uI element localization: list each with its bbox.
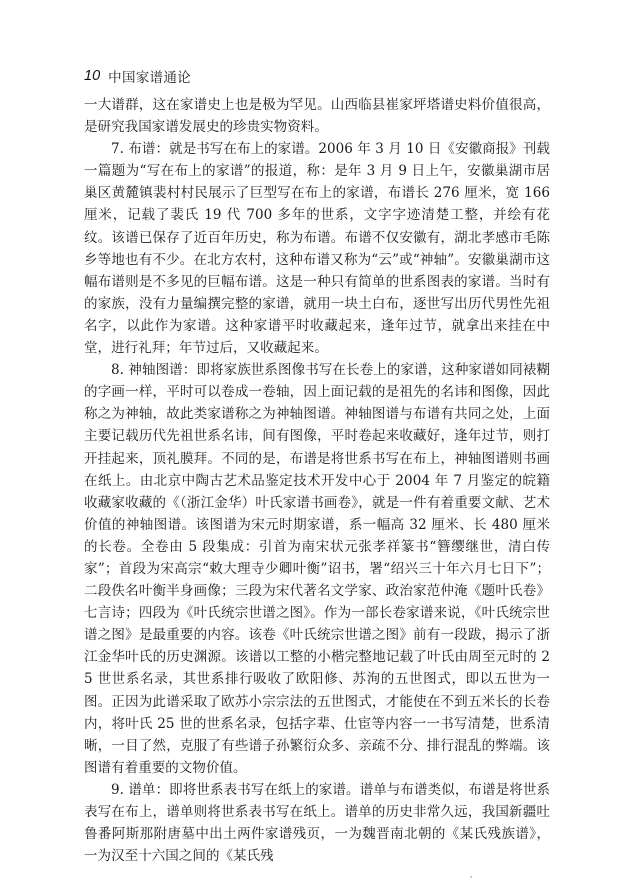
page-header (84, 64, 550, 88)
scan-speck (470, 876, 472, 878)
paragraph-continuation: 一大谱群，这在家谱史上也是极为罕见。山西临县崔家坪塔谱史料价值很高，是研究我国家谱发展史的珍贵实物资料。 (84, 97, 550, 136)
body-text (84, 94, 550, 867)
running-title: 中国家谱通论 (108, 70, 191, 86)
paragraph-genealogy-sheet: 9. 谱单：即将世系表书写在纸上的家谱。谱单与布谱类似，布谱是将世系表写在布上，谱单则将世系表书写在纸上。谱单的历史非常久远，我国新疆吐鲁番阿斯那附唐墓中出土两件家谱残页，一为魏晋南北朝的《某氏残族谱》，一为汉至十六国之间的《某氏残 (84, 781, 550, 865)
paragraph-cloth-genealogy: 7. 布谱：就是书写在布上的家谱。2006 年 3 月 10 日《安徽商报》刊载一篇题为“写在布上的家谱”的报道，称：是年 3 月 9 日上午，安徽巢湖市居巢区黄麓镇裴村村民展示了巨型写在布上的家谱，布谱长 276 厘米，宽 166 厘米，记载了裴氏 19 代 700 多年的世系，文字字迹清楚工整，并绘有花纹。该谱已保存了近百年历史，称为布谱。布谱不仅安徽有，湖北孝感市毛陈乡等地也有不少。在北方农村，这种布谱又称为“云”或“神轴”。安徽巢湖市这幅布谱则是不多见的巨幅布谱。这是一种只有简单的世系图表的家谱。当时有的家族，没有力量编撰完整的家谱，就用一块土白布，逐世写出历代男性先祖名字，以此作为家谱。这种家谱平时收藏起来，逢年过节，就拿出来挂在中堂，进行礼拜；年节过后，又收藏起来。 (84, 141, 550, 357)
paragraph-scroll-genealogy: 8. 神轴图谱：即将家族世系图像书写在长卷上的家谱，这种家谱如同裱糊的字画一样，平时可以卷成一卷轴，因上面记载的是祖先的名讳和图像，因此称之为神轴，故此类家谱称之为神轴图谱。神轴图谱与布谱有共同之处，上面主要记载历代先祖世系名讳，间有图像，平时卷起来收藏好，逢年过节，则打开挂起来，顶礼膜拜。不同的是，布谱是将世系书写在布上，神轴图谱则书画在纸上。由北京中陶古艺术品鉴定技术开发中心于 2004 年 7 月鉴定的皖籍收藏家收藏的《（浙江金华）叶氏家谱书画卷》，就是一件有着重要文献、艺术价值的神轴图谱。该图谱为宋元时期家谱，系一幅高 32 厘米、长 480 厘米的长卷。全卷由 5 段集成：引首为南宋状元张孝祥篆书“簪缨继世，清白传家”；首段为宋高宗“敕大理寺少卿叶衡”诏书，署“绍兴三十年六月七日下”；二段佚名叶衡半身画像；三段为宋代著名文学家、政治家范仲淹《题叶氏卷》七言诗；四段为《叶氏统宗世谱之图》。作为一部长卷家谱来说，《叶氏统宗世谱之图》是最重要的内容。该卷《叶氏统宗世谱之图》前有一段跋，揭示了浙江金华叶氏的历史渊源。该谱以工整的小楷完整地记载了叶氏由周至元时的 25 世世系名录，其世系排行吸收了欧阳修、苏洵的五世图式，即以五世为一图。正因为此谱采取了欧苏小宗宗法的五世图式，才能使在不到五米长的长卷内，将叶氏 25 世的世系名录，包括字辈、仕宦等内容一一书写清楚，世系清晰，一目了然，克服了有些谱子孙繁衍众多、亲疏不分、排行混乱的弊端。该图谱有着重要的文物价值。 (84, 362, 550, 776)
page-number: 10 (84, 68, 101, 84)
